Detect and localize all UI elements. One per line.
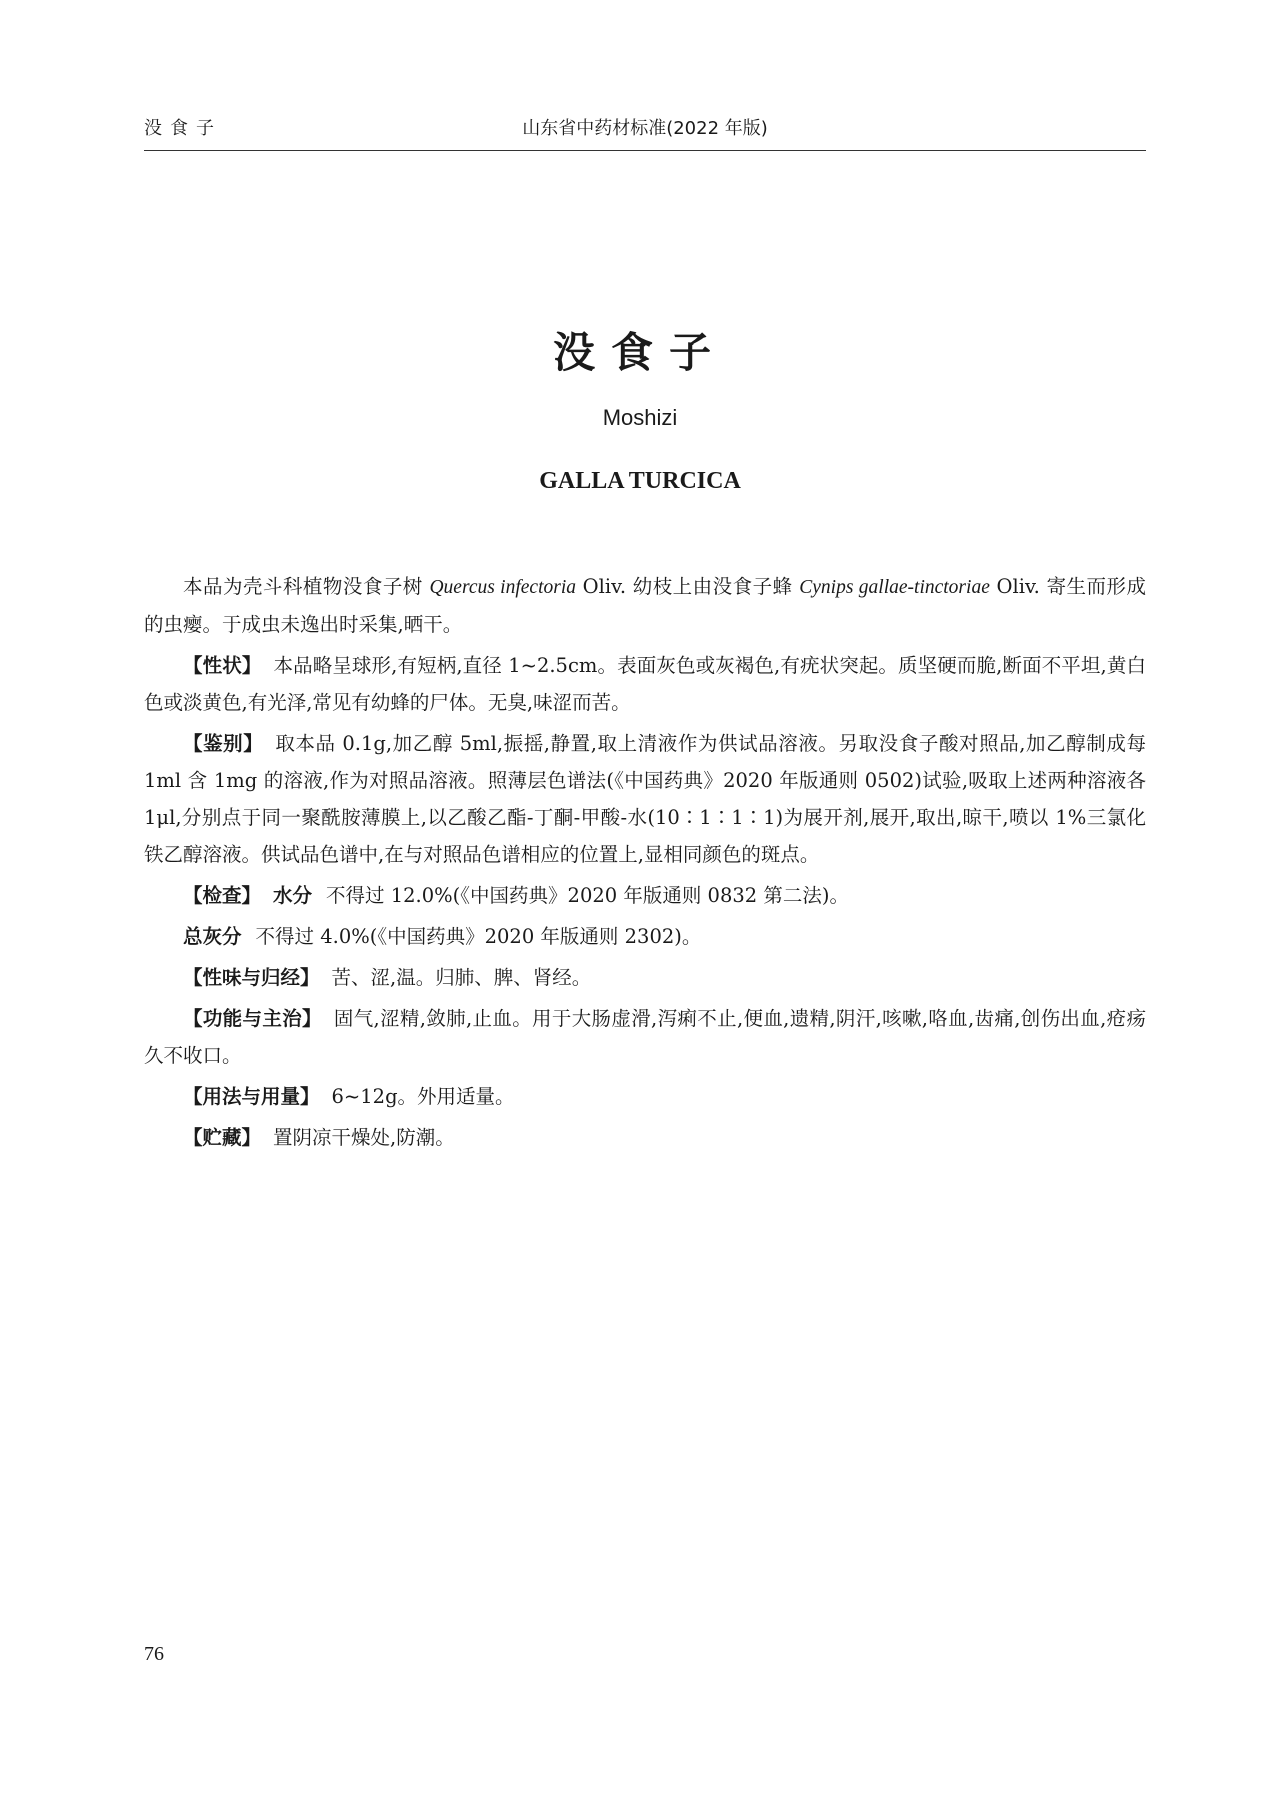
species-name-1: Quercus infectoria bbox=[429, 577, 576, 598]
section-label-check: 【检查】 bbox=[183, 884, 262, 907]
section-text-storage: 置阴凉干燥处,防潮。 bbox=[273, 1126, 455, 1149]
check-water-text: 不得过 12.0%(《中国药典》2020 年版通则 0832 第二法)。 bbox=[326, 884, 849, 907]
section-label-nature-meridian: 【性味与归经】 bbox=[183, 966, 320, 989]
section-identification bbox=[144, 725, 1146, 873]
running-head bbox=[144, 114, 1146, 151]
section-text-description: 本品略呈球形,有短柄,直径 1~2.5cm。表面灰色或灰褐色,有疣状突起。质坚硬而脆,断面不平坦,黄白色或淡黄色,有光泽,常见有幼蜂的尸体。无臭,味涩而苦。 bbox=[144, 654, 1146, 714]
species-name-2: Cynips gallae-tinctoriae bbox=[799, 577, 990, 598]
running-head-center: 山东省中药材标准(2022 年版) bbox=[522, 118, 768, 139]
section-label-identification: 【鉴别】 bbox=[183, 732, 264, 755]
latin-name: GALLA TURCICA bbox=[539, 468, 741, 494]
check-ash-label: 总灰分 bbox=[183, 925, 242, 948]
intro-text-3: Oliv. 寄生而形成的虫瘿。于成虫未逸出时采集,晒干。 bbox=[144, 575, 1146, 636]
section-check-ash bbox=[144, 918, 1146, 955]
pinyin-name: Moshizi bbox=[602, 405, 678, 430]
section-description bbox=[144, 647, 1146, 721]
section-label-function: 【功能与主治】 bbox=[183, 1007, 322, 1030]
section-label-storage: 【贮藏】 bbox=[183, 1126, 262, 1149]
intro-text-2: Oliv. 幼枝上由没食子蜂 bbox=[576, 575, 800, 598]
intro-paragraph bbox=[144, 568, 1146, 643]
section-nature-meridian bbox=[144, 959, 1146, 996]
section-label-usage: 【用法与用量】 bbox=[183, 1085, 320, 1108]
section-text-usage: 6~12g。外用适量。 bbox=[331, 1085, 515, 1108]
intro-text-1: 本品为壳斗科植物没食子树 bbox=[183, 575, 430, 598]
section-label-description: 【性状】 bbox=[183, 654, 262, 677]
running-head-left: 没食子 bbox=[144, 118, 222, 139]
check-water-label: 水分 bbox=[273, 884, 313, 907]
monograph-body bbox=[144, 568, 1146, 1156]
page-number: 76 bbox=[144, 1643, 164, 1665]
section-storage bbox=[144, 1119, 1146, 1156]
section-text-function: 固气,涩精,敛肺,止血。用于大肠虚滑,泻痢不止,便血,遗精,阴汗,咳嗽,咯血,齿痛,创伤出血,疮疡久不收口。 bbox=[144, 1007, 1146, 1067]
section-text-nature-meridian: 苦、涩,温。归肺、脾、肾经。 bbox=[331, 966, 592, 989]
section-text-identification: 取本品 0.1g,加乙醇 5ml,振摇,静置,取上清液作为供试品溶液。另取没食子酸对照品,加乙醇制成每 1ml 含 1mg 的溶液,作为对照品溶液。照薄层色谱法(《中国药典》2020 年版通则 0502)试验,吸取上述两种溶液各 1μl,分别点于同一聚酰胺薄膜上,以乙酸乙酯-丁酮-甲酸-水(10∶1∶1∶1)为展开剂,展开,取出,晾干,喷以 1%三氯化铁乙醇溶液。供试品色谱中,在与对照品色谱相应的位置上,显相同颜色的斑点。 bbox=[144, 732, 1146, 866]
section-check bbox=[144, 877, 1146, 914]
check-ash-text: 不得过 4.0%(《中国药典》2020 年版通则 2302)。 bbox=[255, 925, 702, 948]
section-function bbox=[144, 1000, 1146, 1074]
page-title: 没食子 bbox=[552, 328, 727, 377]
section-usage bbox=[144, 1078, 1146, 1115]
